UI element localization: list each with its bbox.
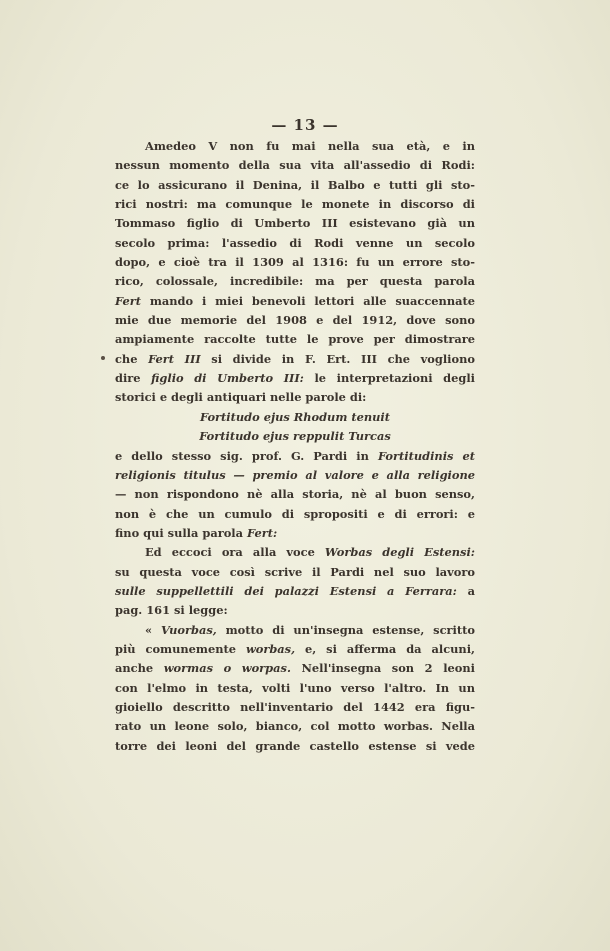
text-line: dopo, e cioè tra il 1309 al 1316: fu un errore sto- (115, 255, 475, 270)
text-line: secolo prima: l'assedio di Rodi venne un secolo (115, 235, 475, 250)
text-line: ampiamente raccolte tutte le prove per dimostrare (115, 332, 475, 347)
text-line (115, 582, 475, 601)
text-line (115, 466, 475, 485)
text-line: ce lo assicurano il Denina, il Balbo e tutti gli sto- (115, 177, 475, 192)
page-number: — 13 — (271, 116, 339, 134)
margin-dot (101, 356, 105, 360)
text-line: non è che un cumulo di spropositi e di errori: e (115, 506, 475, 521)
text-segment: motto di un'insegna estense, scritto (216, 622, 475, 637)
text-line: nessun momento della sua vita all'assedio di Rodi: (115, 158, 475, 173)
text-line (115, 350, 475, 369)
italic-segment: Fert: (246, 525, 278, 540)
text-segment: si divide in F. Ert. III che vogliono (200, 351, 475, 366)
italic-segment: wormas o worpas. (163, 661, 291, 676)
italic-segment: Fortitudinis et (377, 448, 475, 463)
body-text (115, 137, 475, 756)
text-line: — non rispondono nè alla storia, nè al buon senso, (115, 487, 475, 502)
text-line (115, 447, 475, 466)
italic-segment: religionis titulus — premio al valore e alla religione (115, 467, 475, 482)
italic-segment: figlio di Umberto III: (151, 371, 304, 386)
text-segment: e dello stesso sig. prof. G. Pardi in (115, 448, 378, 463)
text-line (115, 640, 475, 659)
text-line (115, 524, 475, 543)
text-segment: più comunemente (115, 641, 246, 656)
text-line: gioiello descritto nell'inventario del 1442 era figu- (115, 699, 475, 714)
italic-segment: Worbas degli Estensi: (324, 545, 476, 560)
text-line: Fortitudo ejus reppulit Turcas (199, 429, 391, 444)
italic-segment: Fert III (148, 351, 201, 366)
text-line (115, 621, 475, 640)
text-line (115, 369, 475, 388)
italic-segment: sulle suppellettili dei palazzi Estensi a Ferrara: (115, 583, 457, 598)
text-line: torre dei leoni del grande castello estense si vede (115, 738, 475, 753)
text-segment: che (115, 351, 149, 366)
text-segment: e, si afferma da alcuni, (295, 641, 475, 656)
text-line: mie due memorie del 1908 e del 1912, dove sono (115, 313, 475, 328)
text-line: Tommaso figlio di Umberto III esistevano già un (115, 216, 475, 231)
text-line: pag. 161 si legge: (115, 603, 228, 618)
text-segment: Nell'insegna son 2 leoni (290, 661, 475, 676)
italic-segment: Fert (115, 293, 141, 308)
text-line: rato un leone solo, bianco, col motto worbas. Nella (115, 719, 475, 734)
text-line: Fortitudo ejus Rhodum tenuit (199, 409, 391, 424)
text-segment: a (456, 583, 475, 598)
text-line (115, 292, 475, 311)
text-line: Amedeo V non fu mai nella sua età, e in (145, 139, 475, 153)
text-segment: le interpretazioni degli (303, 371, 475, 386)
text-line (115, 659, 475, 678)
text-segment: Ed eccoci ora alla voce (145, 545, 325, 560)
text-line (115, 543, 475, 562)
text-segment: « (145, 622, 161, 637)
text-segment: anche (115, 661, 164, 676)
text-segment: fino qui sulla parola (115, 525, 247, 540)
italic-segment: Vuorbas, (161, 622, 217, 637)
text-line: storici e degli antiquari nelle parole di: (115, 390, 367, 405)
text-segment: dire (115, 371, 152, 386)
text-line: su questa voce così scrive il Pardi nel suo lavoro (115, 564, 475, 579)
text-line: rici nostri: ma comunque le monete in discorso di (115, 197, 475, 212)
text-segment: mando i miei benevoli lettori alle suaccennate (140, 293, 475, 308)
italic-segment: worbas, (245, 641, 296, 656)
text-line: con l'elmo in testa, volti l'uno verso l'altro. In un (115, 680, 475, 695)
text-line: rico, colossale, incredibile: ma per questa parola (115, 274, 475, 289)
